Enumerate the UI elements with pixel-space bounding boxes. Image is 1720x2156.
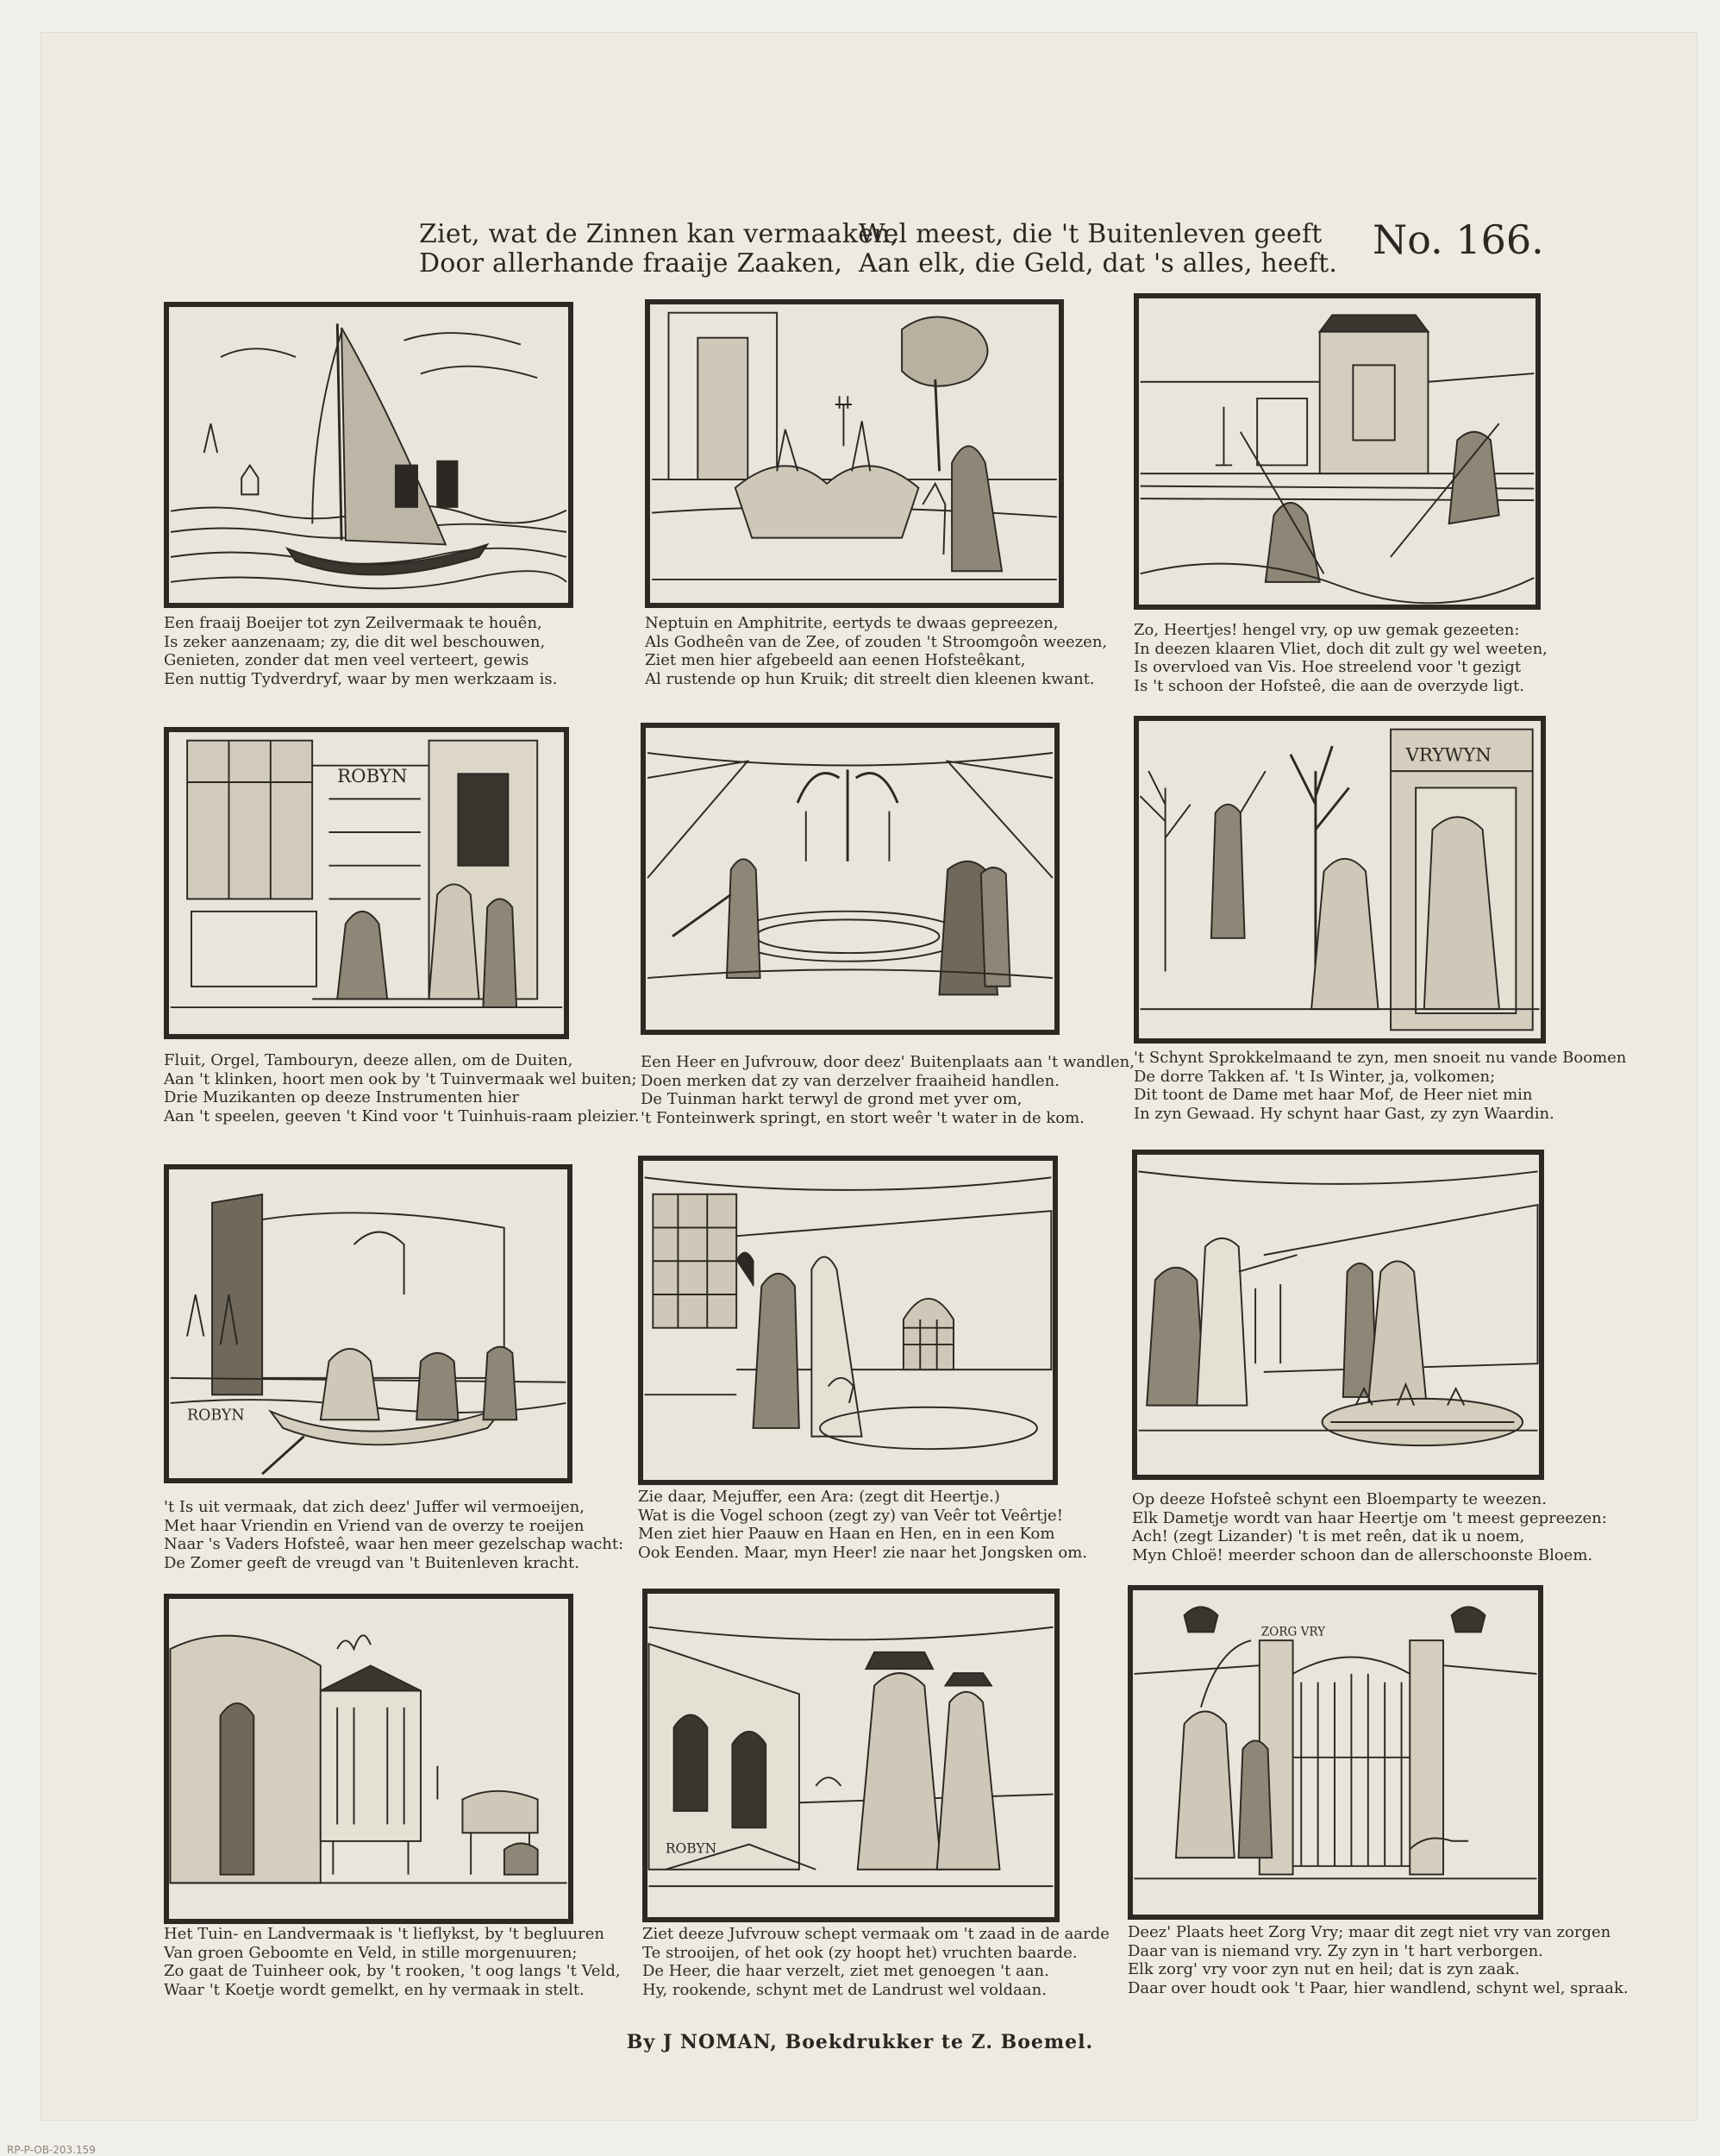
woodcut-musicians	[164, 727, 569, 1039]
caption-line: Zo, Heertjes! hengel vry, op uw gemak gezeeten:	[1134, 621, 1520, 639]
caption-line: Een nuttig Tydverdryf, waar by men werkzaam is.	[164, 669, 558, 688]
caption-line: Een Heer en Jufvrouw, door deez' Buitenplaats aan 't wandlen,	[641, 1053, 1135, 1071]
caption-line: De dorre Takken af. 't Is Winter, ja, volkomen;	[1134, 1067, 1496, 1086]
panel-caption	[638, 1488, 1087, 1562]
header-verse-line: Aan elk, die Geld, dat 's alles, heeft.	[859, 248, 1338, 279]
caption-line: Zie daar, Mejuffer, een Ara: (zegt dit Heertje.)	[638, 1488, 1000, 1506]
panel-caption	[1132, 1490, 1607, 1564]
plate-number: No. 166.	[1373, 216, 1544, 263]
caption-line: Al rustende op hun Kruik; dit streelt dien kleenen kwant.	[645, 669, 1095, 688]
woodcut-fountain-garden	[641, 723, 1060, 1035]
caption-line: Ook Eenden. Maar, myn Heer! zie naar het Jongsken om.	[638, 1543, 1087, 1562]
panel-caption	[1128, 1923, 1629, 1997]
woodcut-winter-pruning	[1134, 716, 1546, 1044]
panel-caption	[1134, 621, 1548, 695]
caption-line: Van groen Geboomte en Veld, in stille morgenuuren;	[164, 1943, 578, 1962]
woodcut-sailing-boat	[164, 302, 573, 608]
woodcut-illustration	[169, 1599, 568, 1919]
woodcut-flower-party	[1132, 1150, 1544, 1480]
caption-line: Is zeker aanzenaam; zy, die dit wel beschouwen,	[164, 632, 546, 651]
caption-line: Ziet men hier afgebeeld aan eenen Hofsteêkant,	[645, 651, 1026, 669]
caption-line: Op deeze Hofsteê schynt een Bloemparty te weezen.	[1132, 1490, 1547, 1508]
caption-line: Doen merken dat zy van derzelver fraaiheid handlen.	[641, 1071, 1060, 1090]
panel-caption	[1134, 1049, 1626, 1123]
woodcut-zorg-vry-gate	[1128, 1585, 1543, 1920]
caption-line: Drie Muzikanten op deeze Instrumenten hier	[164, 1088, 520, 1106]
caption-line: 't Fonteinwerk springt, en stort weêr 't water in de kom.	[641, 1108, 1085, 1127]
caption-line: In zyn Gewaad. Hy schynt haar Gast, zy zyn Waardin.	[1134, 1104, 1554, 1123]
caption-line: Genieten, zonder dat men veel verteert, gewis	[164, 651, 529, 669]
caption-line: De Heer, die haar verzelt, ziet met genoegen 't aan.	[642, 1962, 1049, 1980]
caption-line: Elk Dametje wordt van haar Heertje om 't meest gepreezen:	[1132, 1508, 1607, 1527]
woodcut-illustration	[1139, 298, 1535, 605]
woodcut-illustration	[650, 304, 1059, 603]
caption-line: Fluit, Orgel, Tambouryn, deeze allen, om de Duiten,	[164, 1051, 573, 1069]
caption-line: De Zomer geeft de vreugd van 't Buitenleven kracht.	[164, 1553, 579, 1572]
woodcut-illustration	[169, 732, 564, 1034]
caption-line: Ach! (zegt Lizander) 't is met reên, dat ik u noem,	[1132, 1527, 1525, 1545]
printer-imprint: By J NOMAN, Boekdrukker te Z. Boemel.	[626, 2031, 1094, 2053]
woodcut-rowing-boat	[164, 1164, 572, 1483]
caption-line: Deez' Plaats heet Zorg Vry; maar dit zegt niet vry van zorgen	[1128, 1923, 1611, 1941]
caption-line: Naar 's Vaders Hofsteê, waar hen meer gezelschap wacht:	[164, 1535, 624, 1553]
caption-line: Zo gaat de Tuinheer ook, by 't rooken, 't oog langs 't Veld,	[164, 1962, 621, 1980]
caption-line: Elk zorg' vry voor zyn nut en heil; dat is zyn zaak.	[1128, 1960, 1520, 1978]
caption-line: Myn Chloë! meerder schoon dan de allerschoonste Bloem.	[1132, 1545, 1593, 1564]
caption-line: Men ziet hier Paauw en Haan en Hen, en in een Kom	[638, 1525, 1055, 1543]
panel-caption	[642, 1925, 1110, 1999]
woodcut-garden-house-milking	[164, 1594, 573, 1924]
caption-line: Neptuin en Amphitrite, eertyds te dwaas gepreezen,	[645, 614, 1059, 632]
panel-caption	[164, 1498, 623, 1572]
woodcut-parrot-aviary	[638, 1156, 1058, 1485]
panel-caption	[645, 614, 1107, 688]
caption-line: Is 't schoon der Hofsteê, die aan de overzyde ligt.	[1134, 676, 1524, 695]
panel-caption	[164, 614, 557, 688]
sign-text: ROBYN	[187, 1407, 245, 1425]
woodcut-illustration	[643, 1161, 1053, 1480]
panel-caption	[164, 1925, 621, 1999]
sign-text: ZORG VRY	[1260, 1625, 1326, 1639]
catalog-mark: RP-P-OB-203.159	[7, 2144, 96, 2156]
caption-line: Daar over houdt ook 't Paar, hier wandlend, schynt wel, spraak.	[1128, 1978, 1629, 1997]
caption-line: Daar van is niemand vry. Zy zyn in 't hart verborgen.	[1128, 1941, 1543, 1960]
sign-text: ROBYN	[337, 766, 408, 788]
caption-line: Te strooijen, of het ook (zy hoopt het) vruchten baarde.	[642, 1943, 1078, 1962]
caption-line: Het Tuin- en Landvermaak is 't lieflykst, by 't begluuren	[164, 1925, 604, 1943]
woodcut-illustration	[646, 728, 1054, 1030]
sign-text: ROBYN	[665, 1840, 717, 1857]
caption-line: Hy, rookende, schynt met de Landrust wel voldaan.	[642, 1980, 1047, 1999]
woodcut-illustration	[1133, 1590, 1538, 1915]
caption-line: 't Is uit vermaak, dat zich deez' Juffer wil vermoeijen,	[164, 1498, 585, 1516]
caption-line: Aan 't speelen, geeven 't Kind voor 't Tuinhuis-raam pleizier.	[164, 1106, 640, 1125]
caption-line: Is overvloed van Vis. Hoe streelend voor 't gezigt	[1134, 658, 1522, 676]
header-verse-line: Wel meest, die 't Buitenleven geeft	[859, 219, 1323, 249]
woodcut-sowing-seeds	[642, 1589, 1060, 1922]
woodcut-illustration	[1139, 721, 1541, 1038]
panel-caption	[164, 1051, 639, 1125]
woodcut-anglers	[1134, 293, 1541, 610]
caption-line: Waar 't Koetje wordt gemelkt, en hy vermaak in stelt.	[164, 1980, 585, 1999]
caption-line: 't Schynt Sprokkelmaand te zyn, men snoeit nu vande Boomen	[1134, 1049, 1627, 1067]
woodcut-illustration	[169, 307, 568, 603]
caption-line: In deezen klaaren Vliet, doch dit zult gy wel weeten,	[1134, 639, 1548, 658]
woodcut-illustration	[169, 1169, 567, 1478]
caption-line: Ziet deeze Jufvrouw schept vermaak om 't zaad in de aarde	[642, 1925, 1110, 1943]
caption-line: De Tuinman harkt terwyl de grond met yver om,	[641, 1090, 1023, 1108]
woodcut-illustration	[1137, 1155, 1539, 1475]
panel-caption	[641, 1053, 1135, 1127]
woodcut-illustration	[647, 1594, 1054, 1917]
caption-line: Als Godheên van de Zee, of zouden 't Stroomgoôn weezen,	[645, 632, 1108, 651]
woodcut-neptune-fountain	[645, 299, 1064, 608]
caption-line: Met haar Vriendin en Vriend van de overzy te roeijen	[164, 1516, 585, 1535]
caption-line: Aan 't klinken, hoort men ook by 't Tuinvermaak wel buiten;	[164, 1069, 637, 1088]
sign-text: VRYWYN	[1405, 744, 1492, 767]
header-verse-line: Door allerhande fraaije Zaaken,	[419, 248, 843, 279]
caption-line: Dit toont de Dame met haar Mof, de Heer niet min	[1134, 1086, 1533, 1104]
caption-line: Een fraaij Boeijer tot zyn Zeilvermaak te houên,	[164, 614, 542, 632]
header-verse-line: Ziet, wat de Zinnen kan vermaaken,	[419, 219, 899, 249]
caption-line: Wat is die Vogel schoon (zegt zy) van Veêr tot Veêrtje!	[638, 1506, 1063, 1525]
